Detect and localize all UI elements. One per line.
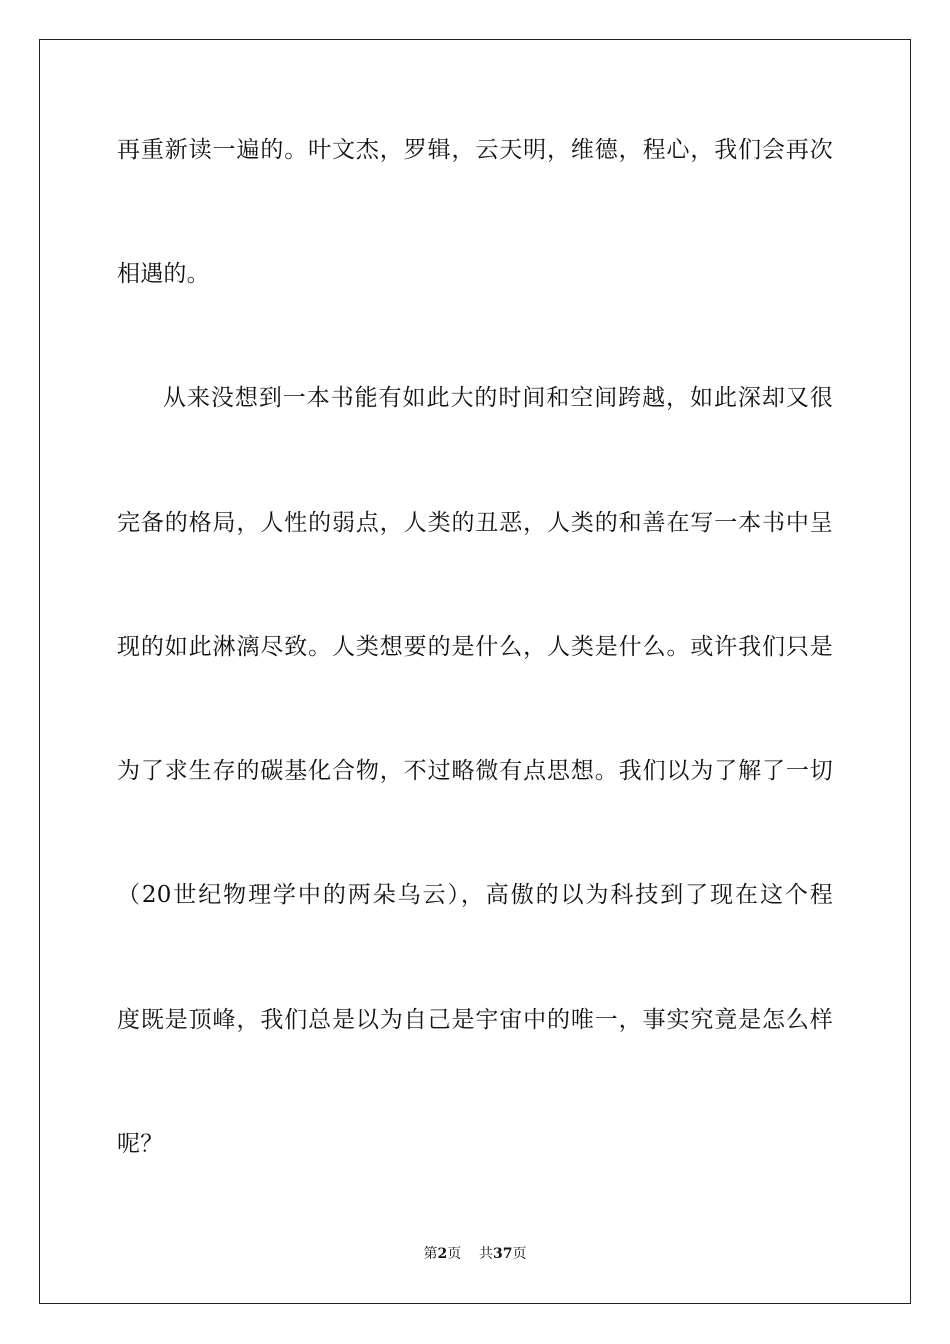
text-line-6: 为了求生存的碳基化合物，不过略微有点思想。我们以为了解了一切: [117, 758, 833, 784]
page-border: [39, 39, 911, 1304]
text-line-1: 再重新读一遍的。叶文杰，罗辑，云天明，维德，程心，我们会再次: [117, 137, 833, 163]
total-label-suffix: 页: [512, 1246, 527, 1262]
text-line-2: 相遇的。: [117, 261, 210, 287]
page-number: 2: [437, 1246, 448, 1262]
total-pages: 37: [493, 1246, 513, 1262]
text-line-8: 度既是顶峰，我们总是以为自己是宇宙中的唯一，事实究竟是怎么样: [117, 1007, 833, 1033]
total-label-prefix: 共: [479, 1246, 494, 1262]
text-line-3: 从来没想到一本书能有如此大的时间和空间跨越，如此深却又很: [163, 385, 833, 411]
text-line-9: 呢？: [117, 1131, 164, 1157]
text-line-7: （20世纪物理学中的两朵乌云），高傲的以为科技到了现在这个程: [117, 882, 833, 908]
text-line-5: 现的如此淋漓尽致。人类想要的是什么，人类是什么。或许我们只是: [117, 634, 833, 660]
page-footer: [0, 1244, 950, 1264]
text-line-4: 完备的格局，人性的弱点，人类的丑恶，人类的和善在写一本书中呈: [117, 510, 833, 536]
page-label-suffix: 页: [447, 1246, 462, 1262]
page-label-prefix: 第: [423, 1246, 438, 1262]
